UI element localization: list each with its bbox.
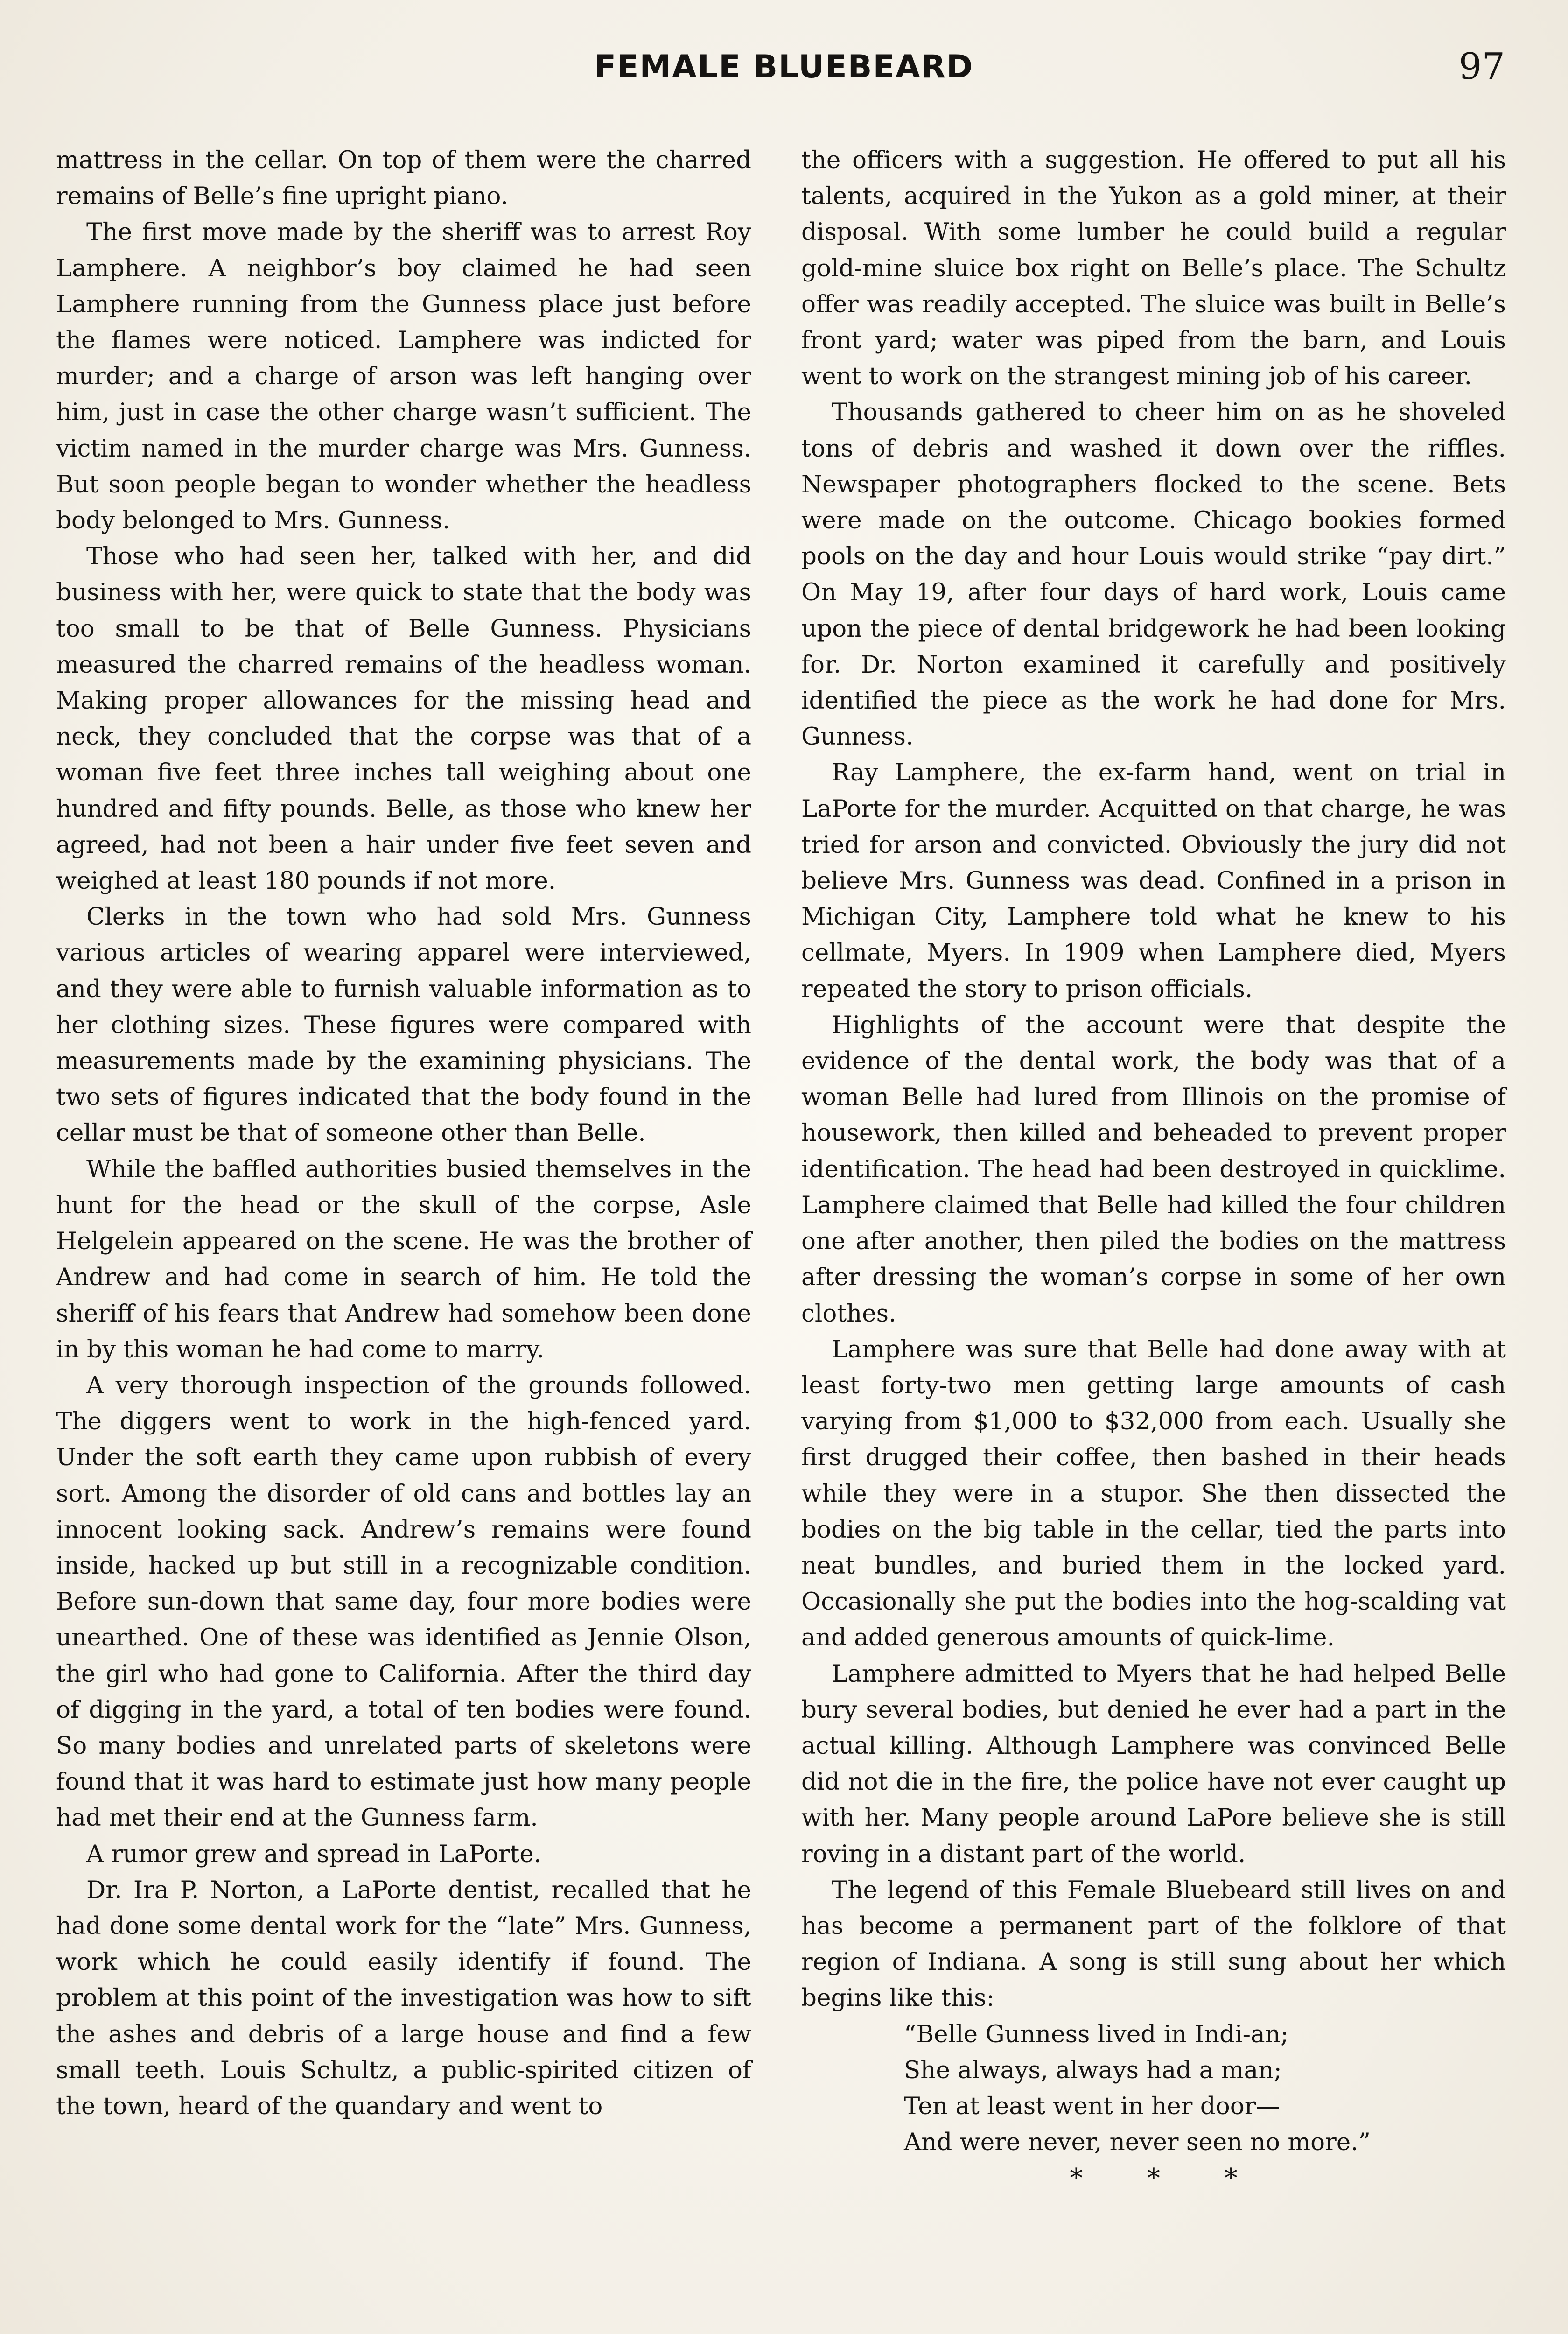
paragraph: The legend of this Female Bluebeard still lives on and has become a permanent part of the folklore of that region of Indiana. A song is still sung about her which begins like this: — [801, 1876, 1506, 2012]
verse-line: She always, always had a man; — [904, 2056, 1282, 2084]
paragraph: Dr. Ira P. Norton, a LaPorte dentist, recalled that he had done some dental work for the “late” Mrs. Gunness, work which he could easily identify if found. The problem at this point of the investigation was how to sift the ashes and debris of a large house and find a few small teeth. Louis Schultz, a public-spirited citizen of the town, heard of the quandary and went to — [56, 1876, 751, 2120]
paragraph: The first move made by the sheriff was to arrest Roy Lamphere. A neighbor’s boy claimed he had seen Lamphere running from the Gunness place just before the flames were noticed. Lamphere was indicted for murder; and a charge of arson was left hanging over him, just in case the other charge wasn’t sufficient. The victim named in the murder charge was Mrs. Gunness. But soon people began to wonder whether the headless body belonged to Mrs. Gunness. — [56, 218, 751, 535]
verse-line: Ten at least went in her door— — [904, 2092, 1280, 2120]
paragraph: Lamphere admitted to Myers that he had helped Belle bury several bodies, but denied he ever had a part in the actual killing. Although Lamphere was convinced Belle did not die in the fire, the police have not ever caught up with her. Many people around LaPore believe she is still roving in a distant part of the world. — [801, 1659, 1506, 1868]
section-end-ornament: * * * — [1070, 2163, 1266, 2194]
paragraph: While the baffled authorities busied themselves in the hunt for the head or the skull of the corpse, Asle Helgelein appeared on the scene. He was the brother of Andrew and had come in search of him. He told the sheriff of his fears that Andrew had somehow been done in by this woman he had come to marry. — [56, 1155, 751, 1364]
paragraph: A very thorough inspection of the grounds followed. The diggers went to work in the high-fenced yard. Under the soft earth they came upon rubbish of every sort. Among the disorder of old cans and bottles lay an innocent looking sack. Andrew’s remains were found inside, hacked up but still in a recognizable condition. Before sun-down that same day, four more bodies were unearthed. One of these was identified as Jennie Olson, the girl who had gone to California. After the third day of digging in the yard, a total of ten bodies were found. So many bodies and unrelated parts of skeletons were found that it was hard to estimate just how many people had met their end at the Gunness farm. — [56, 1371, 751, 1832]
running-title: FEMALE BLUEBEARD — [594, 49, 974, 85]
paragraph: A rumor grew and spread in LaPorte. — [86, 1840, 542, 1868]
paragraph: Ray Lamphere, the ex-farm hand, went on trial in LaPorte for the murder. Acquitted on that charge, he was tried for arson and convicted. Obviously the jury did not believe Mrs. Gunness was dead. Confined in a prison in Michigan City, Lamphere told what he knew to his cellmate, Myers. In 1909 when Lamphere died, Myers repeated the story to prison officials. — [801, 759, 1506, 1003]
paragraph: mattress in the cellar. On top of them were the charred remains of Belle’s fine upright piano. — [56, 146, 751, 211]
song-verse — [904, 2017, 1506, 2161]
paragraph: the officers with a suggestion. He offered to put all his talents, acquired in the Yukon as a gold miner, at their disposal. With some lumber he could build a regular gold-mine sluice box right on Belle’s place. The Schultz offer was readily accepted. The sluice was built in Belle’s front yard; water was piped from the barn, and Louis went to work on the strangest mining job of his career. — [801, 146, 1506, 391]
paragraph: Thousands gathered to cheer him on as he shoveled tons of debris and washed it down over the riffles. Newspaper photographers flocked to the scene. Bets were made on the outcome. Chicago bookies formed pools on the day and hour Louis would strike “pay dirt.” On May 19, after four days of hard work, Louis came upon the piece of dental bridgework he had been looking for. Dr. Norton examined it carefully and positively identified the piece as the work he had done for Mrs. Gunness. — [801, 398, 1506, 751]
page-header — [54, 46, 1514, 105]
right-column — [801, 142, 1506, 2197]
paragraph: Clerks in the town who had sold Mrs. Gunness various articles of wearing apparel were interviewed, and they were able to furnish valuable information as to her clothing sizes. These figures were compared with measurements made by the examining physicians. The two sets of figures indicated that the body found in the cellar must be that of someone other than Belle. — [56, 903, 751, 1147]
left-column — [56, 142, 751, 2124]
verse-line: “Belle Gunness lived in Indi-an; — [904, 2020, 1289, 2048]
paragraph: Highlights of the account were that despite the evidence of the dental work, the body was that of a woman Belle had lured from Illinois on the promise of housework, then killed and beheaded to prevent proper identification. The head had been destroyed in quicklime. Lamphere claimed that Belle had killed the four children one after another, then piled the bodies on the mattress after dressing the woman’s corpse in some of her own clothes. — [801, 1011, 1506, 1328]
paragraph: Those who had seen her, talked with her, and did business with her, were quick to state that the body was too small to be that of Belle Gunness. Physicians measured the charred remains of the headless woman. Making proper allowances for the missing head and neck, they concluded that the corpse was that of a woman five feet three inches tall weighing about one hundred and fifty pounds. Belle, as those who knew her agreed, had not been a hair under five feet seven and weighed at least 180 pounds if not more. — [56, 542, 751, 895]
page-number: 97 — [1458, 46, 1505, 88]
paragraph: Lamphere was sure that Belle had done away with at least forty-two men getting large amounts of cash varying from $1,000 to $32,000 from each. Usually she first drugged their coffee, then bashed in their heads while they were in a stupor. She then dissected the bodies on the big table in the cellar, tied the parts into neat bundles, and buried them in the locked yard. Occasionally she put the bodies into the hog-scalding vat and added generous amounts of quick-lime. — [801, 1335, 1506, 1652]
verse-line: And were never, never seen no more.” — [904, 2128, 1371, 2157]
